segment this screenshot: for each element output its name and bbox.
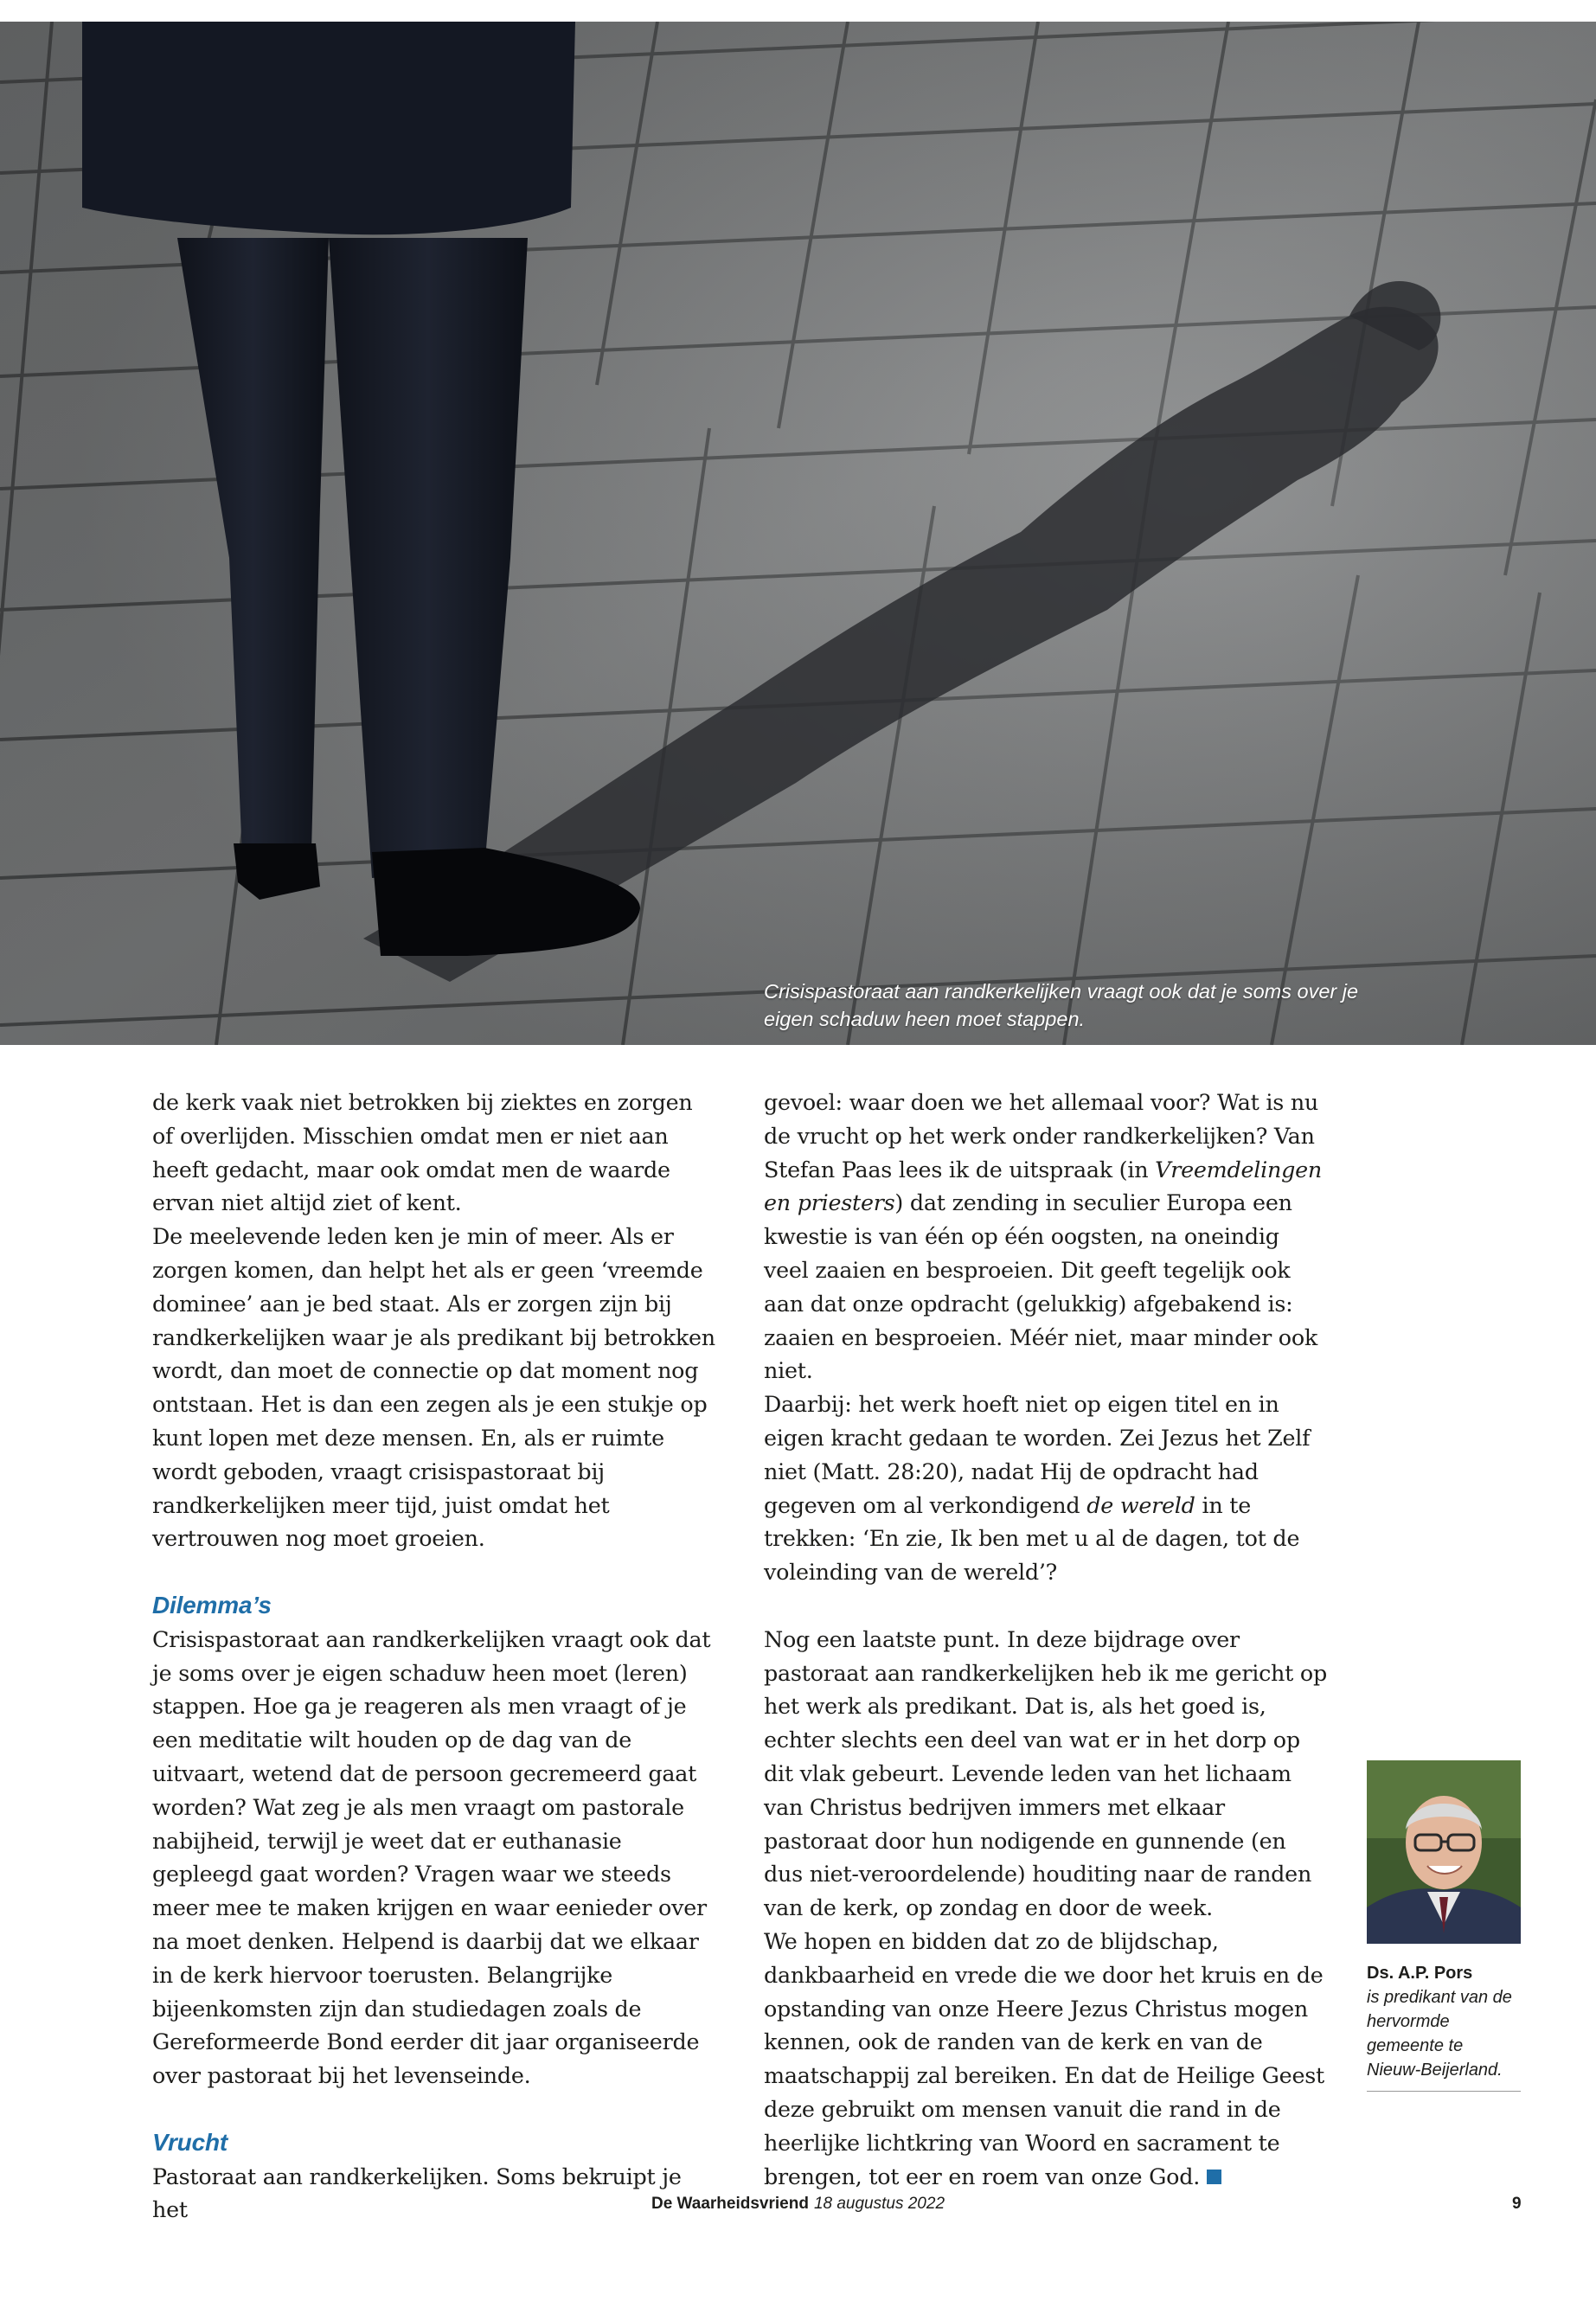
book-title: Vreemdelingen en priesters <box>764 1156 1322 1216</box>
paragraph: Pastoraat aan randkerkelijken. Soms bekruipt je het <box>152 2163 682 2223</box>
paragraph: Nog een laatste punt. In deze bijdrage over pastoraat aan randkerkelijken heb ik me gericht op het werk als predikant. Dat is, als het goed is, echter slechts een deel van wat er in het dorp op dit vlak gebeurt. Levende leden van het lichaam van Christus bedrijven immers met elkaar pastoraat door hun nodigende en gunnende (en dus niet-veroordelende) houditing naar de randen van de kerk, op zondag en door de week. <box>764 1625 1327 1921</box>
author-portrait <box>1367 1760 1521 1944</box>
author-name: Ds. A.P. Pors <box>1367 1964 1473 1983</box>
hero-photo <box>0 22 1596 1045</box>
emphasis: de wereld <box>1086 1491 1195 1518</box>
publication-name: De Waarheidsvriend <box>651 2195 809 2213</box>
paragraph: Crisispastoraat aan randkerkelijken vraagt ook dat je soms over je eigen schaduw heen moet (leren) stappen. Hoe ga je reageren als men vraagt of je een meditatie wilt houden op de dag van de uitvaart, wetend dat de persoon gecremeerd gaat worden? Wat zeg je als men vraagt om pastorale nabijheid, terwijl je weet dat er euthanasie gepleegd gaat worden? Vragen waar we steeds meer mee te maken krijgen en waar eenieder over na moet denken. Helpend is daarbij dat we elkaar in de kerk hiervoor toerusten. Belangrijke bijeenkomsten zijn dan studiedagen zoals de Gereformeerde Bond eerder dit jaar organiseerde over pastoraat bij het levenseinde. <box>152 1625 711 2089</box>
section-heading-dilemmas: Dilemma’s <box>152 1591 272 1618</box>
text-run: gevoel: waar doen we het allemaal voor? Wat is nu de vrucht op het werk onder randkerkelijken? Van Stefan Paas lees ik de uitspraak (in <box>764 1089 1319 1183</box>
paragraph <box>764 1086 1330 1388</box>
photo-caption: Crisispastoraat aan randkerkelijken vraagt ook dat je soms over je eigen schaduw heen moet stappen. <box>764 980 1359 1030</box>
paragraph: de kerk vaak niet betrokken bij ziektes en zorgen of overlijden. Misschien omdat men er niet aan heeft gedacht, maar ook omdat men de waarde ervan niet altijd ziet of kent. <box>152 1089 693 1216</box>
text-run: Daarbij: het werk hoeft niet op eigen titel en in eigen kracht gedaan te worden. Zei Jezus het Zelf niet (Matt. 28:20), nadat Hij de opdracht had gegeven om al verkondigend <box>764 1391 1311 1518</box>
end-of-article-square-icon <box>1207 2170 1221 2184</box>
text-run: ) dat zending in seculier Europa een kwestie is van één op één oogsten, na oneindig veel zaaien en besproeien. Dit geeft tegelijk ook aan dat onze opdracht (gelukkig) afgebakend is: zaaien en besproeien. Méér niet, maar minder ook niet. <box>764 1189 1317 1384</box>
divider <box>1367 2091 1521 2092</box>
author-bio: is predikant van de hervormde gemeente te Nieuw-Beijerland. <box>1367 1988 1512 2080</box>
paragraph <box>764 1388 1330 1589</box>
article-column-right <box>764 1086 1330 2193</box>
author-box <box>1367 1760 1521 2092</box>
paving-shadow-illustration <box>0 22 1596 1045</box>
paragraph <box>764 1925 1330 2193</box>
section-heading-vrucht: Vrucht <box>152 2128 228 2156</box>
text-run: We hopen en bidden dat zo de blijdschap, dankbaarheid en vrede die we door het kruis en de opstanding van onze Heere Jezus Christus mogen kennen, ook de randen van de kerk en van de maatschappij zal bereiken. En dat de Heilige Geest deze gebruikt om mensen vanuit die rand in de heerlijke lichtkring van Woord en sacrament te brengen, tot eer en roem van onze God. <box>764 1927 1324 2189</box>
text-run: in te trekken: ‘En zie, Ik ben met u al de dagen, tot de voleinding van de wereld’? <box>764 1491 1300 1586</box>
issue-date: 18 augustus 2022 <box>813 2195 945 2213</box>
article-column-left <box>152 1086 719 2227</box>
page-footer <box>0 2195 1596 2229</box>
paragraph: De meelevende leden ken je min of meer. Als er zorgen komen, dan helpt het als er geen ‘vreemde dominee’ aan je bed staat. Als er zorgen zijn bij randkerkelijken waar je als predikant bij betrokken wordt, dan moet de connectie op dat moment nog ontstaan. Het is dan een zegen als je een stukje op kunt lopen met deze mensen. En, als er ruimte wordt geboden, vraagt crisispastoraat bij randkerkelijken meer tijd, juist omdat het vertrouwen nog moet groeien. <box>152 1223 715 1552</box>
page-number: 9 <box>1512 2195 1522 2213</box>
